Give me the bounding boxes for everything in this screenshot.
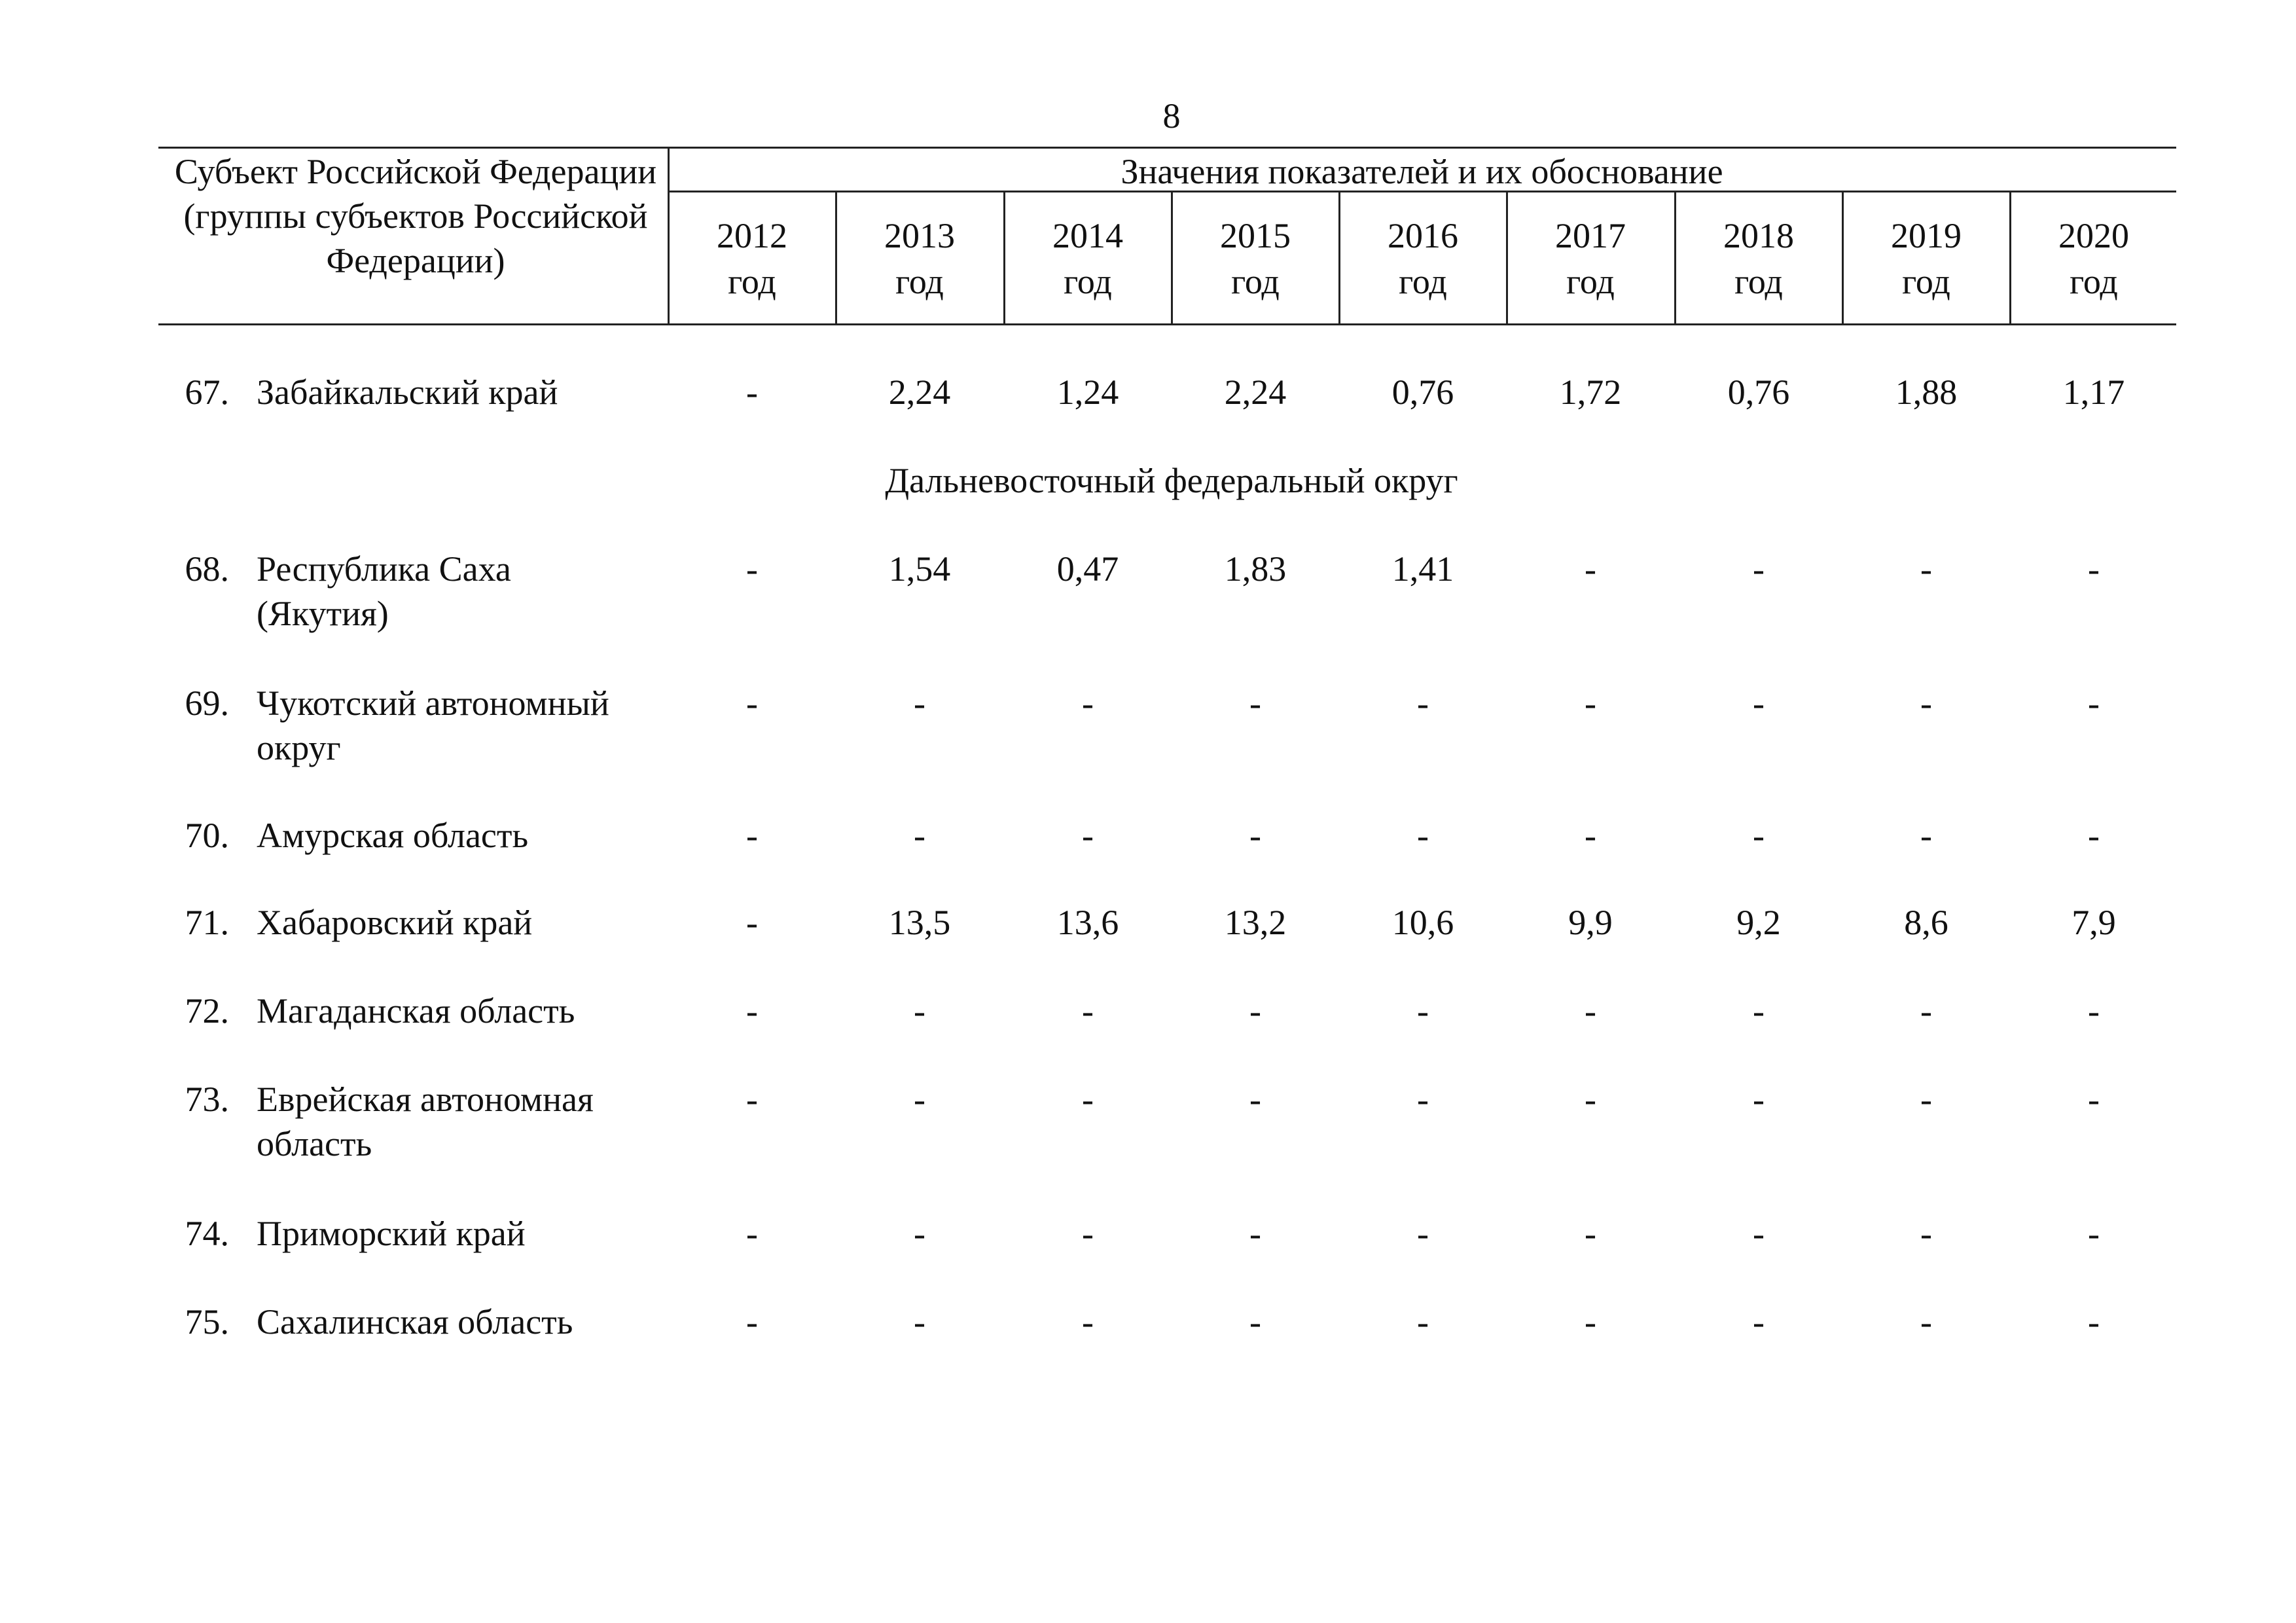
year-unit: год [1231,262,1280,301]
row-number: 74. [185,1214,229,1253]
row-value: - [1417,684,1429,723]
row-number: 70. [185,816,229,855]
row-subject-name: Чукотский автономный округ [257,684,609,767]
row-value: 13,6 [1056,903,1119,942]
row-value: 1,88 [1895,373,1958,412]
row-value: 13,2 [1224,903,1287,942]
row-value: - [746,1302,758,1341]
row-value: - [1753,1080,1765,1119]
row-value: - [1249,1214,1261,1253]
row-value: - [1082,816,1094,855]
year-header-2012 [668,213,836,304]
row-value: - [2088,684,2100,723]
row-value: - [914,1214,925,1253]
row-number: 72. [185,991,229,1030]
row-value: - [1920,816,1932,855]
header-bottom-rule [158,323,2176,325]
year-header-2020 [2009,213,2178,304]
row-value: 1,72 [1559,373,1622,412]
row-value: 2,24 [1224,373,1287,412]
row-value: 13,5 [888,903,951,942]
row-value: - [2088,1302,2100,1341]
row-value: - [1585,1214,1596,1253]
page-number: 8 [1162,96,1181,136]
row-value: - [1082,1214,1094,1253]
row-subject-name: Хабаровский край [257,903,533,942]
year-header-2017 [1506,213,1675,304]
row-value: 1,54 [888,549,951,589]
row-subject-name: Еврейская автономная область [257,1080,594,1163]
year-unit: год [2070,262,2118,301]
row-value: - [746,903,758,942]
year-header-2019 [1842,213,2011,304]
row-number: 71. [185,903,229,942]
subject-column-header: Субъект Российской Федерации (группы субъектов Российской Федерации) [174,152,657,280]
row-value: - [1920,1080,1932,1119]
row-value: - [2088,1080,2100,1119]
row-number: 69. [185,684,229,723]
row-value: - [1249,684,1261,723]
row-value: 9,9 [1568,903,1613,942]
row-value: 10,6 [1391,903,1454,942]
row-value: - [1417,816,1429,855]
row-number: 73. [185,1080,229,1119]
row-value: - [914,684,925,723]
row-value: - [1920,1302,1932,1341]
row-value: - [2088,991,2100,1030]
year-header-2015 [1171,213,1340,304]
row-subject-name: Республика Саха (Якутия) [257,549,511,633]
year-label: 2017 [1555,216,1626,255]
row-value: - [1585,1080,1596,1119]
row-value: - [746,549,758,589]
row-value: - [1417,991,1429,1030]
row-value: - [1417,1302,1429,1341]
row-value: - [746,684,758,723]
row-subject-name: Приморский край [257,1214,526,1253]
row-value: - [746,373,758,412]
row-value: 0,76 [1727,373,1790,412]
year-unit: год [1734,262,1783,301]
year-label: 2015 [1220,216,1291,255]
row-value: - [1753,1302,1765,1341]
row-value: - [1753,816,1765,855]
row-value: 8,6 [1904,903,1948,942]
row-value: 0,47 [1056,549,1119,589]
row-subject-name: Сахалинская область [257,1302,573,1341]
year-header-2013 [835,213,1004,304]
row-value: 9,2 [1736,903,1781,942]
row-number: 68. [185,549,229,589]
year-label: 2016 [1388,216,1458,255]
year-unit: год [1566,262,1615,301]
row-value: - [1920,1214,1932,1253]
year-unit: год [1064,262,1112,301]
row-subject-name: Забайкальский край [257,373,558,412]
year-unit: год [728,262,776,301]
row-value: 1,41 [1391,549,1454,589]
row-value: - [1753,684,1765,723]
row-value: - [914,1302,925,1341]
row-value: 7,9 [2072,903,2116,942]
row-number: 75. [185,1302,229,1341]
row-value: 1,83 [1224,549,1287,589]
row-value: - [746,1080,758,1119]
row-number: 67. [185,373,229,412]
year-header-2014 [1003,213,1172,304]
row-value: - [914,991,925,1030]
table-top-rule [158,147,2176,149]
row-value: - [914,1080,925,1119]
row-value: - [1920,684,1932,723]
year-unit: год [1902,262,1950,301]
row-value: - [1920,549,1932,589]
row-value: - [1753,549,1765,589]
section-title: Дальневосточный федеральный округ [885,461,1458,500]
row-value: - [746,991,758,1030]
row-value: - [1920,991,1932,1030]
row-value: - [1753,991,1765,1030]
year-header-2016 [1338,213,1507,304]
year-header-2018 [1674,213,1843,304]
row-value: - [1082,991,1094,1030]
row-value: - [1585,549,1596,589]
row-value: - [1585,1302,1596,1341]
year-label: 2012 [717,216,787,255]
row-value: - [1249,991,1261,1030]
row-value: - [1249,1302,1261,1341]
row-value: 0,76 [1391,373,1454,412]
row-value: - [1585,816,1596,855]
row-value: - [1585,684,1596,723]
row-value: - [2088,816,2100,855]
row-value: - [1249,816,1261,855]
year-label: 2014 [1052,216,1123,255]
year-unit: год [895,262,944,301]
row-value: - [1417,1080,1429,1119]
row-value: 2,24 [888,373,951,412]
row-value: 1,17 [2062,373,2125,412]
year-label: 2020 [2058,216,2129,255]
row-value: 1,24 [1056,373,1119,412]
row-value: - [1082,1080,1094,1119]
row-value: - [1753,1214,1765,1253]
row-value: - [1082,684,1094,723]
year-label: 2013 [884,216,955,255]
values-column-header: Значения показателей и их обоснование [1121,152,1723,191]
row-value: - [2088,1214,2100,1253]
row-value: - [2088,549,2100,589]
row-subject-name: Магаданская область [257,991,575,1030]
row-value: - [1417,1214,1429,1253]
year-label: 2019 [1891,216,1962,255]
row-value: - [914,816,925,855]
row-value: - [1585,991,1596,1030]
year-unit: год [1399,262,1447,301]
row-value: - [746,816,758,855]
row-value: - [1249,1080,1261,1119]
row-subject-name: Амурская область [257,816,529,855]
row-value: - [746,1214,758,1253]
row-value: - [1082,1302,1094,1341]
year-label: 2018 [1723,216,1794,255]
